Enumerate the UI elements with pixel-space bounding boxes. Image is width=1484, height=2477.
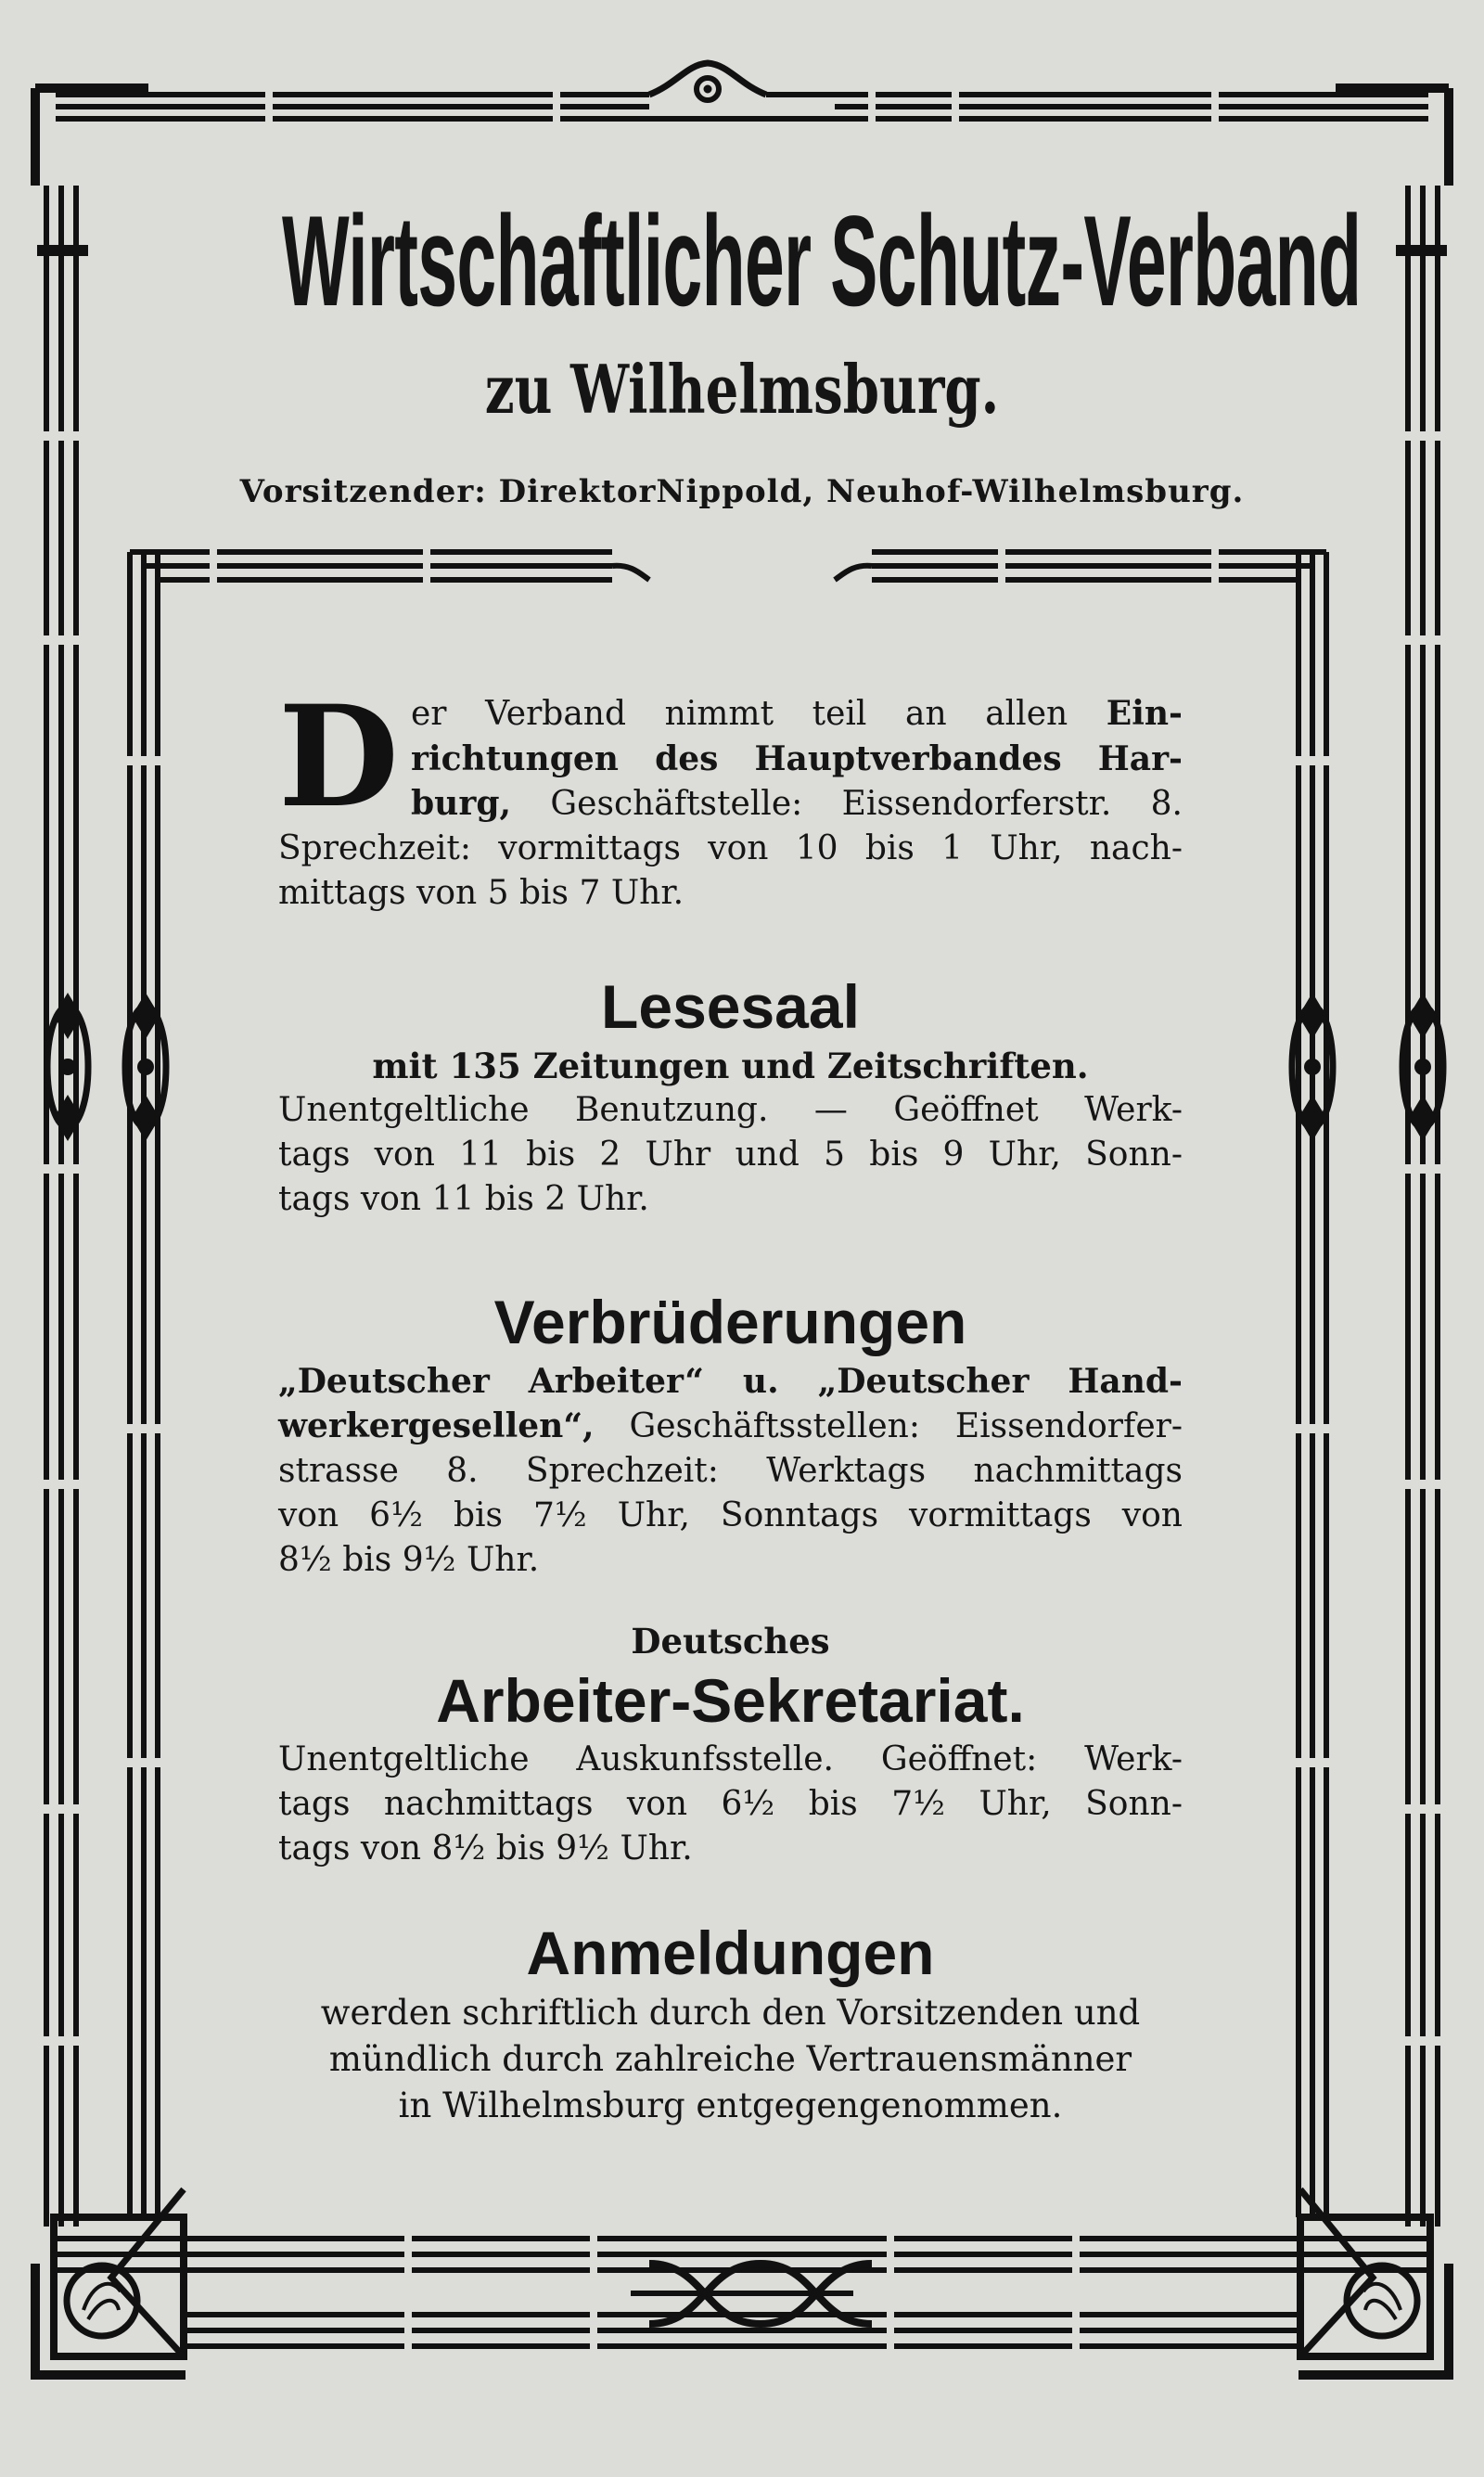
- verbruederungen-line: [278, 1404, 1183, 1449]
- intro-line-3: [278, 781, 1183, 827]
- sekretariat-line: tags von 8½ bis 9½ Uhr.: [278, 1829, 693, 1867]
- verbruederungen-bold: werkergesellen“,: [278, 1406, 595, 1445]
- lesesaal-section: [278, 969, 1183, 1222]
- lesesaal-line: tags von 11 bis 2 Uhr.: [278, 1180, 649, 1218]
- intro-line-1-bold: Ein-: [1106, 694, 1183, 733]
- subtitle: zu Wilhelmsburg.: [484, 350, 1000, 429]
- anmeldungen-heading: Anmeldungen: [526, 1919, 935, 1987]
- lesesaal-heading: Lesesaal: [601, 972, 860, 1041]
- sekretariat-heading: Arbeiter-Sekretariat.: [436, 1666, 1025, 1735]
- intro-line-1: [278, 691, 1183, 737]
- intro-line-3-text: Geschäftstelle: Eissendorferstr. 8.: [511, 785, 1183, 823]
- intro-line-3-bold: burg,: [411, 784, 512, 823]
- intro-line-1-text: er Verband nimmt teil an allen: [411, 695, 1107, 733]
- sekretariat-section: [278, 1619, 1183, 1871]
- lesesaal-subheading: mit 135 Zeitungen und Zeitschriften.: [372, 1046, 1089, 1086]
- verbruederungen-line: strasse 8. Sprechzeit: Werktags nachmittags: [278, 1452, 1183, 1490]
- verbruederungen-section: [278, 1285, 1183, 1583]
- intro-line-5: mittags von 5 bis 7 Uhr.: [278, 874, 684, 912]
- drop-cap: D: [278, 675, 400, 839]
- verbruederungen-line: „Deutscher Arbeiter“ u. „Deutscher Hand-: [278, 1362, 1183, 1401]
- sekretariat-line: tags nachmittags von 6½ bis 7½ Uhr, Sonn-: [278, 1785, 1183, 1823]
- verbruederungen-line: 8½ bis 9½ Uhr.: [278, 1541, 540, 1579]
- anmeldungen-line: mündlich durch zahlreiche Vertrauensmänner: [328, 2039, 1132, 2079]
- sekretariat-line: Unentgeltliche Auskunfsstelle. Geöffnet: Werk-: [278, 1740, 1183, 1778]
- intro-line-2: richtungen des Hauptverbandes Har-: [411, 739, 1183, 778]
- verbruederungen-text: Geschäftsstellen: Eissendorfer-: [594, 1407, 1183, 1445]
- anmeldungen-section: [278, 1916, 1183, 2129]
- intro-line-4: Sprechzeit: vormittags von 10 bis 1 Uhr, nach-: [278, 829, 1183, 867]
- anmeldungen-line: in Wilhelmsburg entgegengenommen.: [398, 2086, 1063, 2125]
- anmeldungen-line: werden schriftlich durch den Vorsitzenden und: [320, 1993, 1141, 2033]
- verbruederungen-line: von 6½ bis 7½ Uhr, Sonntags vormittags von: [278, 1496, 1183, 1534]
- lesesaal-line: Unentgeltliche Benutzung. — Geöffnet Werk-: [278, 1091, 1183, 1129]
- page-title: Wirtschaftlicher Schutz-Verband: [282, 189, 1362, 334]
- intro-section: [278, 675, 1183, 916]
- lesesaal-line: tags von 11 bis 2 Uhr und 5 bis 9 Uhr, Sonn-: [278, 1136, 1183, 1174]
- sekretariat-pre-heading: Deutsches: [631, 1621, 830, 1662]
- verbruederungen-heading: Verbrüderungen: [493, 1288, 967, 1356]
- chairman-line: Vorsitzender: DirektorNippold, Neuhof-Wilhelmsburg.: [239, 473, 1245, 510]
